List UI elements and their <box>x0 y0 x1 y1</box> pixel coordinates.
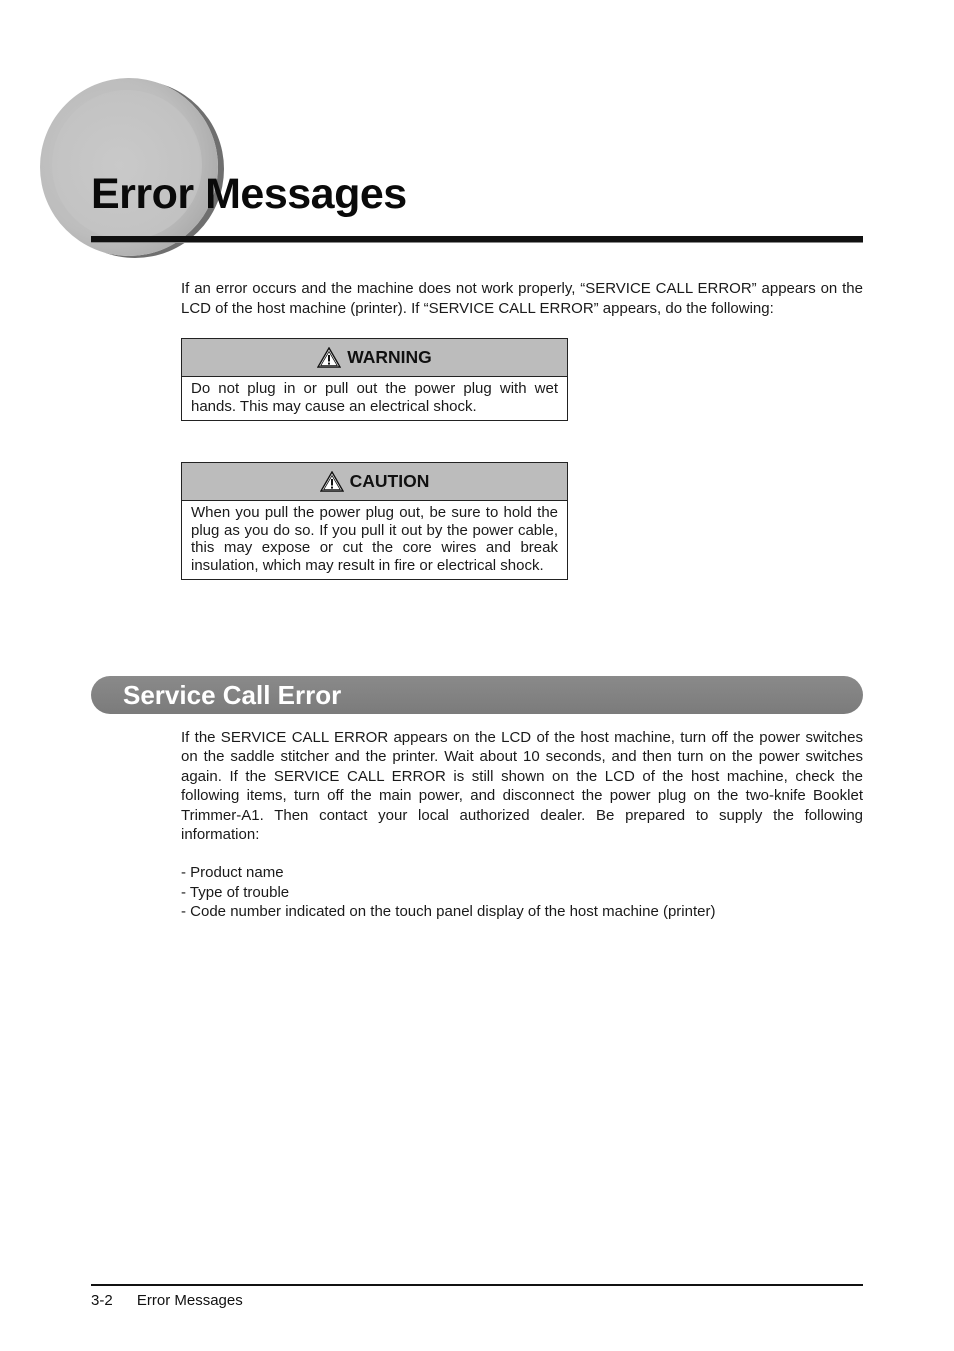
list-item: - Code number indicated on the touch panel display of the host machine (printer) <box>181 903 716 920</box>
section-title: Service Call Error <box>123 680 342 710</box>
list-item: - Type of trouble <box>181 883 290 901</box>
list-item: - Product name <box>181 864 284 881</box>
warning-header <box>182 339 567 377</box>
title-rule <box>91 236 863 243</box>
page-title: Error Messages <box>91 170 407 218</box>
footer-section-name: Error Messages <box>136 1292 243 1309</box>
warning-text: Do not plug in or pull out the power plug with wet hands. This may cause an electrical shock. <box>191 380 558 415</box>
info-list <box>181 863 715 922</box>
footer <box>91 1292 243 1309</box>
caution-label: CAUTION <box>349 471 430 491</box>
warning-box <box>181 338 568 421</box>
caution-header <box>182 463 567 501</box>
caution-box <box>181 462 568 580</box>
warning-triangle-icon <box>320 471 344 492</box>
intro-paragraph: If an error occurs and the machine does not work properly, “SERVICE CALL ERROR” appears on the LCD of the host machine (printer). If “SERVICE CALL ERROR” appears, do the following: <box>181 280 863 317</box>
caution-text: When you pull the power plug out, be sure to hold the plug as you do so. If you pull it out by the power cable, this may expose or cut the core wires and break insulation, which may result in fire or electrical shock. <box>191 504 558 574</box>
warning-label: WARNING <box>347 347 432 367</box>
footer-rule <box>91 1284 863 1286</box>
warning-triangle-icon <box>317 347 341 368</box>
section-paragraph: If the SERVICE CALL ERROR appears on the LCD of the host machine, turn off the power switches on the saddle stitcher and the printer. Wait about 10 seconds, and then turn on the power switches again. If the SERVICE CALL ERROR is still shown on the LCD of the host machine, check the following items, turn off the main power, and disconnect the power plug on the two-knife Booklet Trimmer-A1. Then contact your local authorized dealer. Be prepared to supply the following information: <box>181 729 863 844</box>
page-number: 3-2 <box>91 1292 113 1309</box>
